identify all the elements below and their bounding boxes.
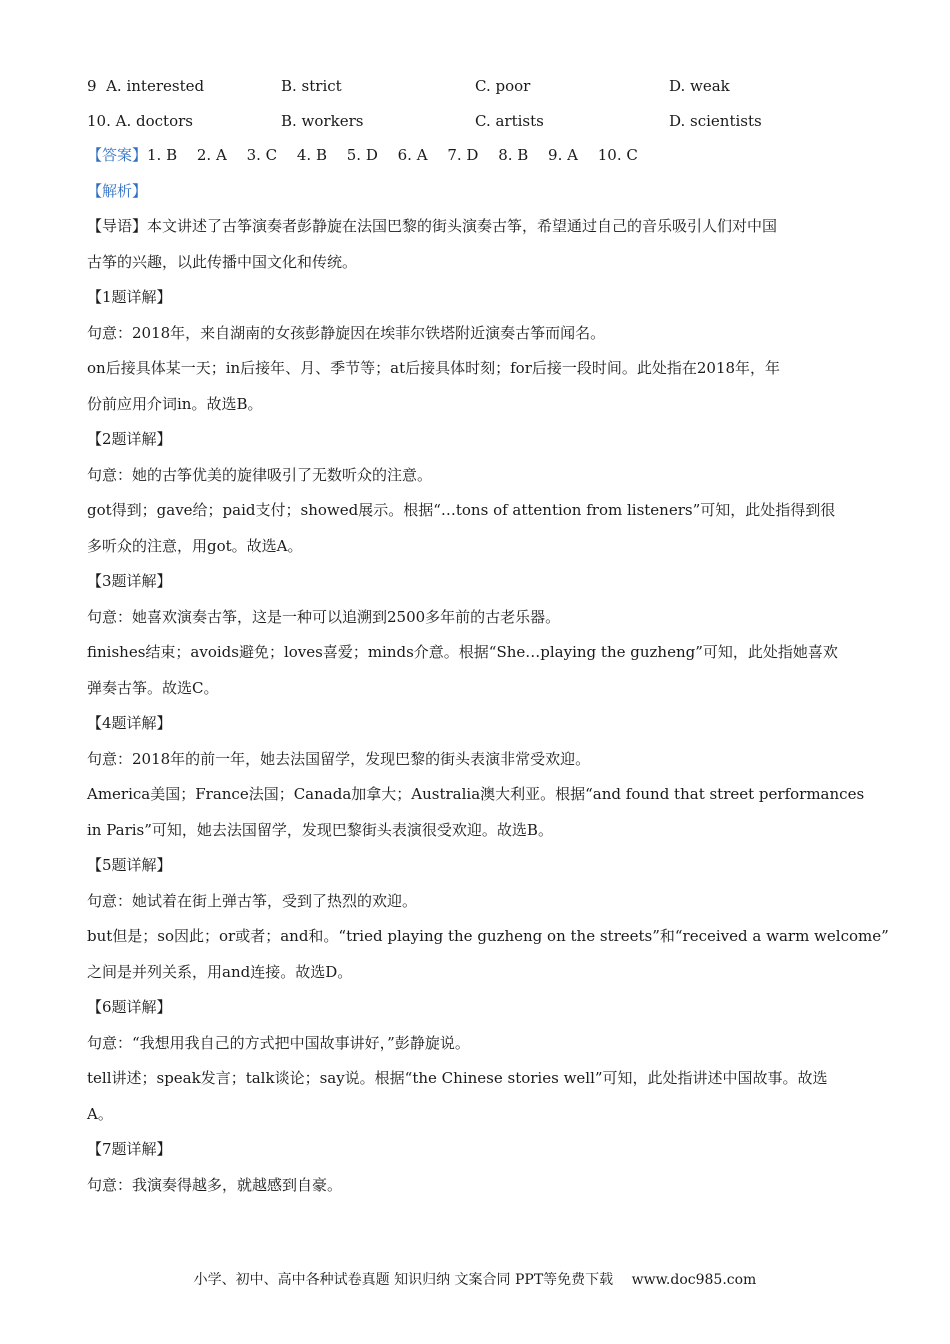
answer-text: 1. B 2. A 3. C 4. B 5. D 6. A 7. D 8. B 9. A 10. C bbox=[147, 146, 638, 164]
option-b: B. strict bbox=[281, 77, 342, 95]
analysis-tag: 【解析】 bbox=[87, 182, 148, 200]
explanation-line: got得到；gave给；paid支付；showed展示。根据“…tons of attention from listeners”可知，此处指得到很 bbox=[87, 501, 836, 519]
sentence-meaning: 句意：她试着在街上弹古筝，受到了热烈的欢迎。 bbox=[87, 892, 418, 910]
section-heading-4: 【4题详解】 bbox=[87, 714, 172, 732]
explanation-line: tell讲述；speak发言；talk谈论；say说。根据“the Chinese stories well”可知，此处指讲述中国故事。故选 bbox=[87, 1069, 828, 1087]
intro-line: 【导语】本文讲述了古筝演奏者彭静旋在法国巴黎的街头演奏古筝，希望通过自己的音乐吸引人们对中国 bbox=[87, 217, 778, 235]
sentence-meaning: 句意：2018年的前一年，她去法国留学，发现巴黎的街头表演非常受欢迎。 bbox=[87, 750, 591, 768]
section-heading-5: 【5题详解】 bbox=[87, 856, 172, 874]
answer-tag: 【答案】 bbox=[87, 146, 148, 164]
option-d: D. weak bbox=[669, 77, 730, 95]
section-heading-7: 【7题详解】 bbox=[87, 1140, 172, 1158]
page-footer: 小学、初中、高中各种试卷真题 知识归纳 文案合同 PPT等免费下载 www.doc985.com bbox=[193, 1272, 757, 1288]
option-c: C. poor bbox=[475, 77, 531, 95]
answer-line bbox=[87, 145, 867, 165]
explanation-line: 份前应用介词in。故选B。 bbox=[87, 395, 263, 413]
explanation-line: America美国；France法国；Canada加拿大；Australia澳大利亚。根据“and found that street performances bbox=[87, 785, 865, 803]
option-a bbox=[87, 76, 204, 96]
section-heading-3: 【3题详解】 bbox=[87, 572, 172, 590]
section-heading-6: 【6题详解】 bbox=[87, 998, 172, 1016]
explanation-line: A。 bbox=[87, 1105, 113, 1123]
explanation-line: but但是；so因此；or或者；and和。“tried playing the guzheng on the streets”和“received a warm welcome” bbox=[87, 927, 889, 945]
sentence-meaning: 句意：我演奏得越多，就越感到自豪。 bbox=[87, 1176, 343, 1194]
explanation-line: finishes结束；avoids避免；loves喜爱；minds介意。根据“She…playing the guzheng”可知，此处指她喜欢 bbox=[87, 643, 838, 661]
explanation-line: 弹奏古筝。故选C。 bbox=[87, 679, 219, 697]
option-text: A. doctors bbox=[115, 112, 193, 130]
question-9-options bbox=[87, 76, 867, 96]
option-c: C. artists bbox=[475, 112, 544, 130]
section-heading-1: 【1题详解】 bbox=[87, 288, 172, 306]
explanation-line: on后接具体某一天；in后接年、月、季节等；at后接具体时刻；for后接一段时间。此处指在2018年，年 bbox=[87, 359, 781, 377]
question-10-options bbox=[87, 111, 867, 131]
option-a bbox=[87, 111, 193, 131]
question-number: 10. bbox=[87, 112, 111, 130]
sentence-meaning: 句意：她喜欢演奏古筝，这是一种可以追溯到2500多年前的古老乐器。 bbox=[87, 608, 561, 626]
sentence-meaning: 句意：“我想用我自己的方式把中国故事讲好，”彭静旋说。 bbox=[87, 1034, 470, 1052]
option-d: D. scientists bbox=[669, 112, 762, 130]
explanation-line: in Paris”可知，她去法国留学，发现巴黎街头表演很受欢迎。故选B。 bbox=[87, 821, 553, 839]
option-text: A. interested bbox=[106, 77, 205, 95]
question-number: 9 bbox=[87, 77, 97, 95]
sentence-meaning: 句意：2018年，来自湖南的女孩彭静旋因在埃菲尔铁塔附近演奏古筝而闻名。 bbox=[87, 324, 606, 342]
explanation-line: 多听众的注意，用got。故选A。 bbox=[87, 537, 303, 555]
intro-line: 古筝的兴趣，以此传播中国文化和传统。 bbox=[87, 253, 358, 271]
explanation-line: 之间是并列关系，用and连接。故选D。 bbox=[87, 963, 353, 981]
option-b: B. workers bbox=[281, 112, 364, 130]
sentence-meaning: 句意：她的古筝优美的旋律吸引了无数听众的注意。 bbox=[87, 466, 433, 484]
section-heading-2: 【2题详解】 bbox=[87, 430, 172, 448]
